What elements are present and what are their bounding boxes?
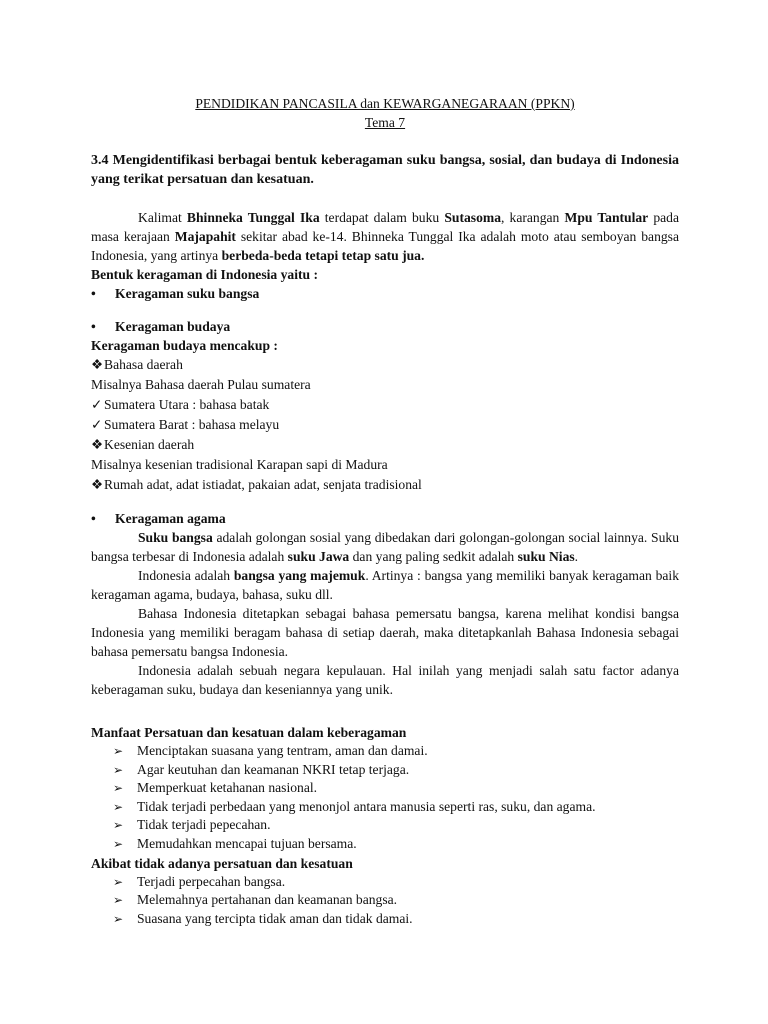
- paragraph-bold: bangsa yang majemuk: [233, 568, 366, 583]
- check-icon: ✓: [91, 397, 103, 412]
- list-item-label: Melemahnya pertahanan dan keamanan bangsa.: [137, 892, 398, 908]
- list-item-label: Kesenian daerah: [104, 437, 195, 452]
- arrow-bullet-icon: ➢: [113, 744, 124, 758]
- list-item-label: Memudahkan mencapai tujuan bersama.: [137, 835, 357, 851]
- list-item: [91, 415, 679, 435]
- list-item-label: Tidak terjadi pepecahan.: [137, 817, 271, 833]
- arrow-bullet-icon: ➢: [113, 836, 124, 851]
- paragraph-text: Indonesia adalah: [138, 568, 234, 583]
- document-title: PENDIDIKAN PANCASILA dan KEWARGANEGARAAN (PPKN): [195, 96, 575, 111]
- list-item-label: Agar keutuhan dan keamanan NKRI tetap terjaga.: [137, 761, 410, 777]
- list-item: [113, 891, 679, 910]
- bullet-label: Keragaman budaya: [115, 319, 231, 334]
- diamond-icon: ❖: [91, 477, 104, 492]
- bullet-item-suku: [91, 284, 679, 303]
- list-item: [113, 816, 679, 835]
- paragraph-text: dan yang paling sedkit adalah: [349, 549, 518, 564]
- intro-bold: Bhinneka Tunggal Ika: [186, 210, 320, 225]
- intro-text: terdapat dalam buku: [319, 210, 445, 225]
- example-text: Misalnya Bahasa daerah Pulau sumatera: [91, 377, 311, 392]
- document-subtitle: Tema 7: [364, 115, 406, 130]
- intro-paragraph: [91, 208, 679, 265]
- bullet-icon: •: [91, 511, 96, 526]
- list-item: [91, 435, 679, 455]
- intro-text: , karangan: [501, 210, 565, 225]
- bullet-icon: •: [91, 286, 96, 301]
- bullet-item-budaya: [91, 317, 679, 336]
- budaya-heading: Keragaman budaya mencakup :: [91, 338, 278, 353]
- list-item-label: Menciptakan suasana yang tentram, aman dan damai.: [137, 743, 428, 758]
- list-item-label: Sumatera Utara : bahasa batak: [104, 397, 270, 412]
- bullet-label: Keragaman agama: [115, 511, 226, 526]
- list-item-label: Suasana yang tercipta tidak aman dan tidak damai.: [137, 910, 413, 926]
- list-item: [113, 779, 679, 798]
- list-item-label: Bahasa daerah: [104, 357, 183, 372]
- manfaat-heading: Manfaat Persatuan dan kesatuan dalam keberagaman: [91, 725, 407, 740]
- list-item: [113, 835, 679, 854]
- list-item-label: Rumah adat, adat istiadat, pakaian adat, senjata tradisional: [104, 477, 422, 492]
- paragraph-text: .: [574, 549, 579, 564]
- bullet-icon: •: [91, 319, 96, 334]
- list-item: [91, 355, 679, 375]
- intro-bold: Sutasoma: [444, 210, 501, 225]
- arrow-bullet-icon: ➢: [113, 781, 124, 796]
- check-icon: ✓: [91, 417, 103, 432]
- list-item: [91, 475, 679, 495]
- bullet-label: Keragaman suku bangsa: [115, 286, 260, 301]
- paragraph-text: . Artinya : bangsa yang memiliki banyak keragaman baik keragaman agama, budaya, bahasa, suku dll.: [91, 568, 679, 602]
- list-item: [113, 761, 679, 780]
- list-item: [113, 910, 679, 929]
- intro-text: sekitar abad ke-14. Bhinneka Tunggal Ika adalah moto atau semboyan bangsa Indonesia, yang artinya: [91, 229, 679, 263]
- akibat-list: [91, 873, 679, 929]
- arrow-bullet-icon: ➢: [113, 799, 124, 814]
- paragraph-text: adalah golongan sosial yang dibedakan dari golongan-golongan social lainnya. Suku bangsa terbesar di Indonesia adalah: [91, 530, 679, 564]
- list-item-label: Memperkuat ketahanan nasional.: [137, 780, 318, 796]
- bullet-item-agama: [91, 509, 679, 528]
- kepulauan-paragraph: Indonesia adalah sebuah negara kepulauan. Hal inilah yang menjadi salah satu factor adanya keberagaman suku, budaya dan keseniannya yang unik.: [91, 663, 679, 697]
- paragraph-bold: Suku bangsa: [138, 530, 213, 545]
- list-item-label: Tidak terjadi perbedaan yang menonjol antara manusia seperti ras, suku, dan agama.: [137, 798, 596, 814]
- arrow-bullet-icon: ➢: [113, 893, 124, 908]
- list-item-label: Sumatera Barat : bahasa melayu: [104, 417, 280, 432]
- document-content: [91, 94, 679, 928]
- list-item: [113, 798, 679, 817]
- manfaat-list: [91, 742, 679, 854]
- example-text: Misalnya kesenian tradisional Karapan sapi di Madura: [91, 457, 388, 472]
- akibat-heading: Akibat tidak adanya persatuan dan kesatuan: [91, 855, 353, 871]
- arrow-bullet-icon: ➢: [113, 874, 124, 889]
- intro-bold: Majapahit: [174, 229, 236, 244]
- section-heading: 3.4 Mengidentifikasi berbagai bentuk keberagaman suku bangsa, sosial, dan budaya di Indonesia yang terikat persatuan dan kesatuan.: [91, 153, 679, 187]
- diamond-icon: ❖: [91, 437, 104, 452]
- majemuk-paragraph: [91, 566, 679, 604]
- arrow-bullet-icon: ➢: [113, 911, 124, 926]
- list-item: [91, 395, 679, 415]
- list-item: [113, 742, 679, 761]
- intro-bold: berbeda-beda tetapi tetap satu jua.: [221, 248, 425, 263]
- list-item: [113, 873, 679, 892]
- paragraph-bold: suku Nias: [517, 549, 575, 564]
- paragraph-bold: suku Jawa: [287, 549, 350, 564]
- diamond-icon: ❖: [91, 357, 104, 372]
- arrow-bullet-icon: ➢: [113, 762, 124, 777]
- bahasa-indonesia-paragraph: Bahasa Indonesia ditetapkan sebagai bahasa pemersatu bangsa, karena melihat kondisi bangsa Indonesia yang memiliki beragam bahasa di setiap daerah, maka ditetapkanlah Bahasa Indonesia sebagai bahasa pemersatu bangsa Indonesia.: [91, 606, 679, 659]
- suku-bangsa-paragraph: [91, 528, 679, 566]
- arrow-bullet-icon: ➢: [113, 818, 124, 833]
- intro-bold: Mpu Tantular: [564, 210, 649, 225]
- intro-text: pada masa kerajaan: [91, 210, 679, 244]
- list-item-label: Terjadi perpecahan bangsa.: [137, 873, 286, 889]
- intro-text: Kalimat: [138, 210, 187, 225]
- bentuk-heading: Bentuk keragaman di Indonesia yaitu :: [91, 267, 318, 282]
